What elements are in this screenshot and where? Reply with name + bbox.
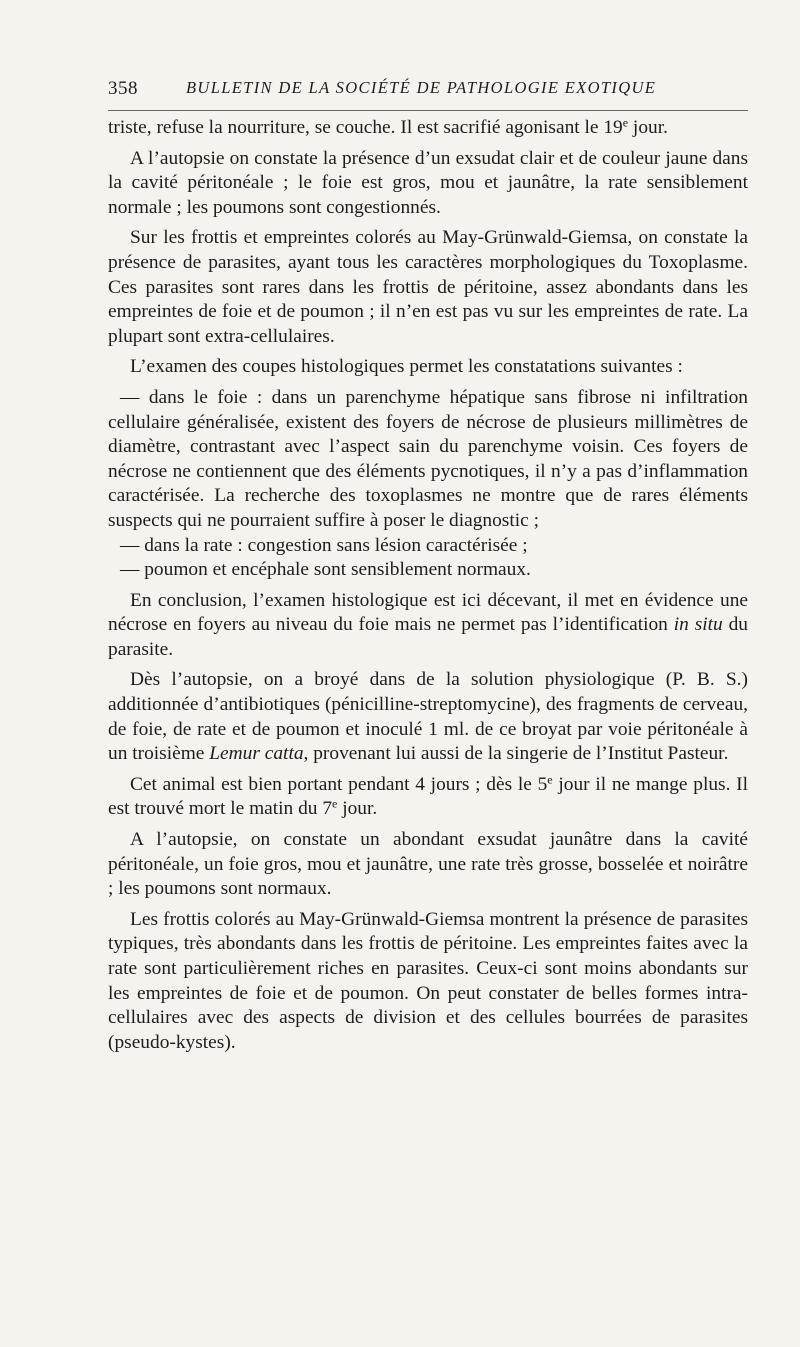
paragraph: En conclusion, l’examen histologique est ici décevant, il met en évidence une nécrose en foyers au niveau du foie mais ne permet pas l’identification in situ du parasite. [108, 589, 748, 660]
paragraph: A l’autopsie on constate la présence d’un exsudat clair et de couleur jaune dans la cavité péritonéale ; le foie est gros, mou et jaunâtre, la rate sensiblement normale ; les poumons sont congestionnés. [108, 147, 748, 218]
list-item: — dans le foie : dans un parenchyme hépatique sans fibrose ni infiltration cellulaire généralisée, existent des foyers de nécrose de plusieurs millimètres de diamètre, contrastant avec l’aspect sain du parenchyme voisin. Ces foyers de nécrose ne contiennent que des éléments pycnotiques, il n’y a pas d’inflammation caractérisée. La recherche des toxoplasmes ne montre que de rares éléments suspects qui ne pourraient suffire à poser le diagnostic ; [108, 386, 748, 531]
list-item: — poumon et encéphale sont sensiblement normaux. [120, 559, 531, 581]
page-header [108, 74, 748, 104]
paragraph: L’examen des coupes histologiques permet les constatations suivantes : [130, 356, 683, 378]
paragraph: triste, refuse la nourriture, se couche. Il est sacrifié agonisant le 19e jour. [108, 115, 668, 138]
running-title: BULLETIN DE LA SOCIÉTÉ DE PATHOLOGIE EXOTIQUE [186, 78, 657, 97]
page-number: 358 [108, 78, 138, 99]
paragraph: Sur les frottis et empreintes colorés au May-Grünwald-Giemsa, on constate la présence de parasites, ayant tous les caractères morphologiques du Toxoplasme. Ces parasites sont rares dans les frottis de péritoine, assez abondants dans les empreintes de foie et de poumon ; il n’en est pas vu sur les empreintes de rate. La plupart sont extra-cellulaires. [108, 227, 748, 347]
body-text [108, 116, 748, 1061]
paragraph: Les frottis colorés au May-Grünwald-Giemsa montrent la présence de parasites typiques, très abondants dans les frottis de péritoine. Les empreintes faites avec la rate sont particulièrement riches en parasites. Ceux-ci sont moins abondants sur les empreintes de foie et de poumon. On peut constater de belles formes intra-cellulaires avec des aspects de division et des cellules bourrées de parasites (pseudo-kystes). [108, 908, 748, 1053]
italic-term: Lemur catta [209, 743, 304, 765]
paragraph: A l’autopsie, on constate un abondant exsudat jaunâtre dans la cavité péritonéale, un foie gros, mou et jaunâtre, une rate très grosse, bosselée et noirâtre ; les poumons sont normaux. [108, 829, 748, 900]
header-rule [108, 110, 748, 111]
italic-term: in situ [673, 614, 723, 636]
paragraph: Cet animal est bien portant pendant 4 jours ; dès le 5e jour il ne mange plus. Il est trouvé mort le matin du 7e jour. [108, 772, 748, 820]
paragraph: Dès l’autopsie, on a broyé dans de la solution physiologique (P. B. S.) additionnée d’antibiotiques (pénicilline-streptomycine), des fragments de cerveau, de foie, de rate et de poumon et inoculé 1 ml. de ce broyat par voie péritonéale à un troisième Lemur catta, provenant lui aussi de la singerie de l’Institut Pasteur. [108, 669, 748, 765]
list-item: — dans la rate : congestion sans lésion caractérisée ; [120, 534, 528, 556]
